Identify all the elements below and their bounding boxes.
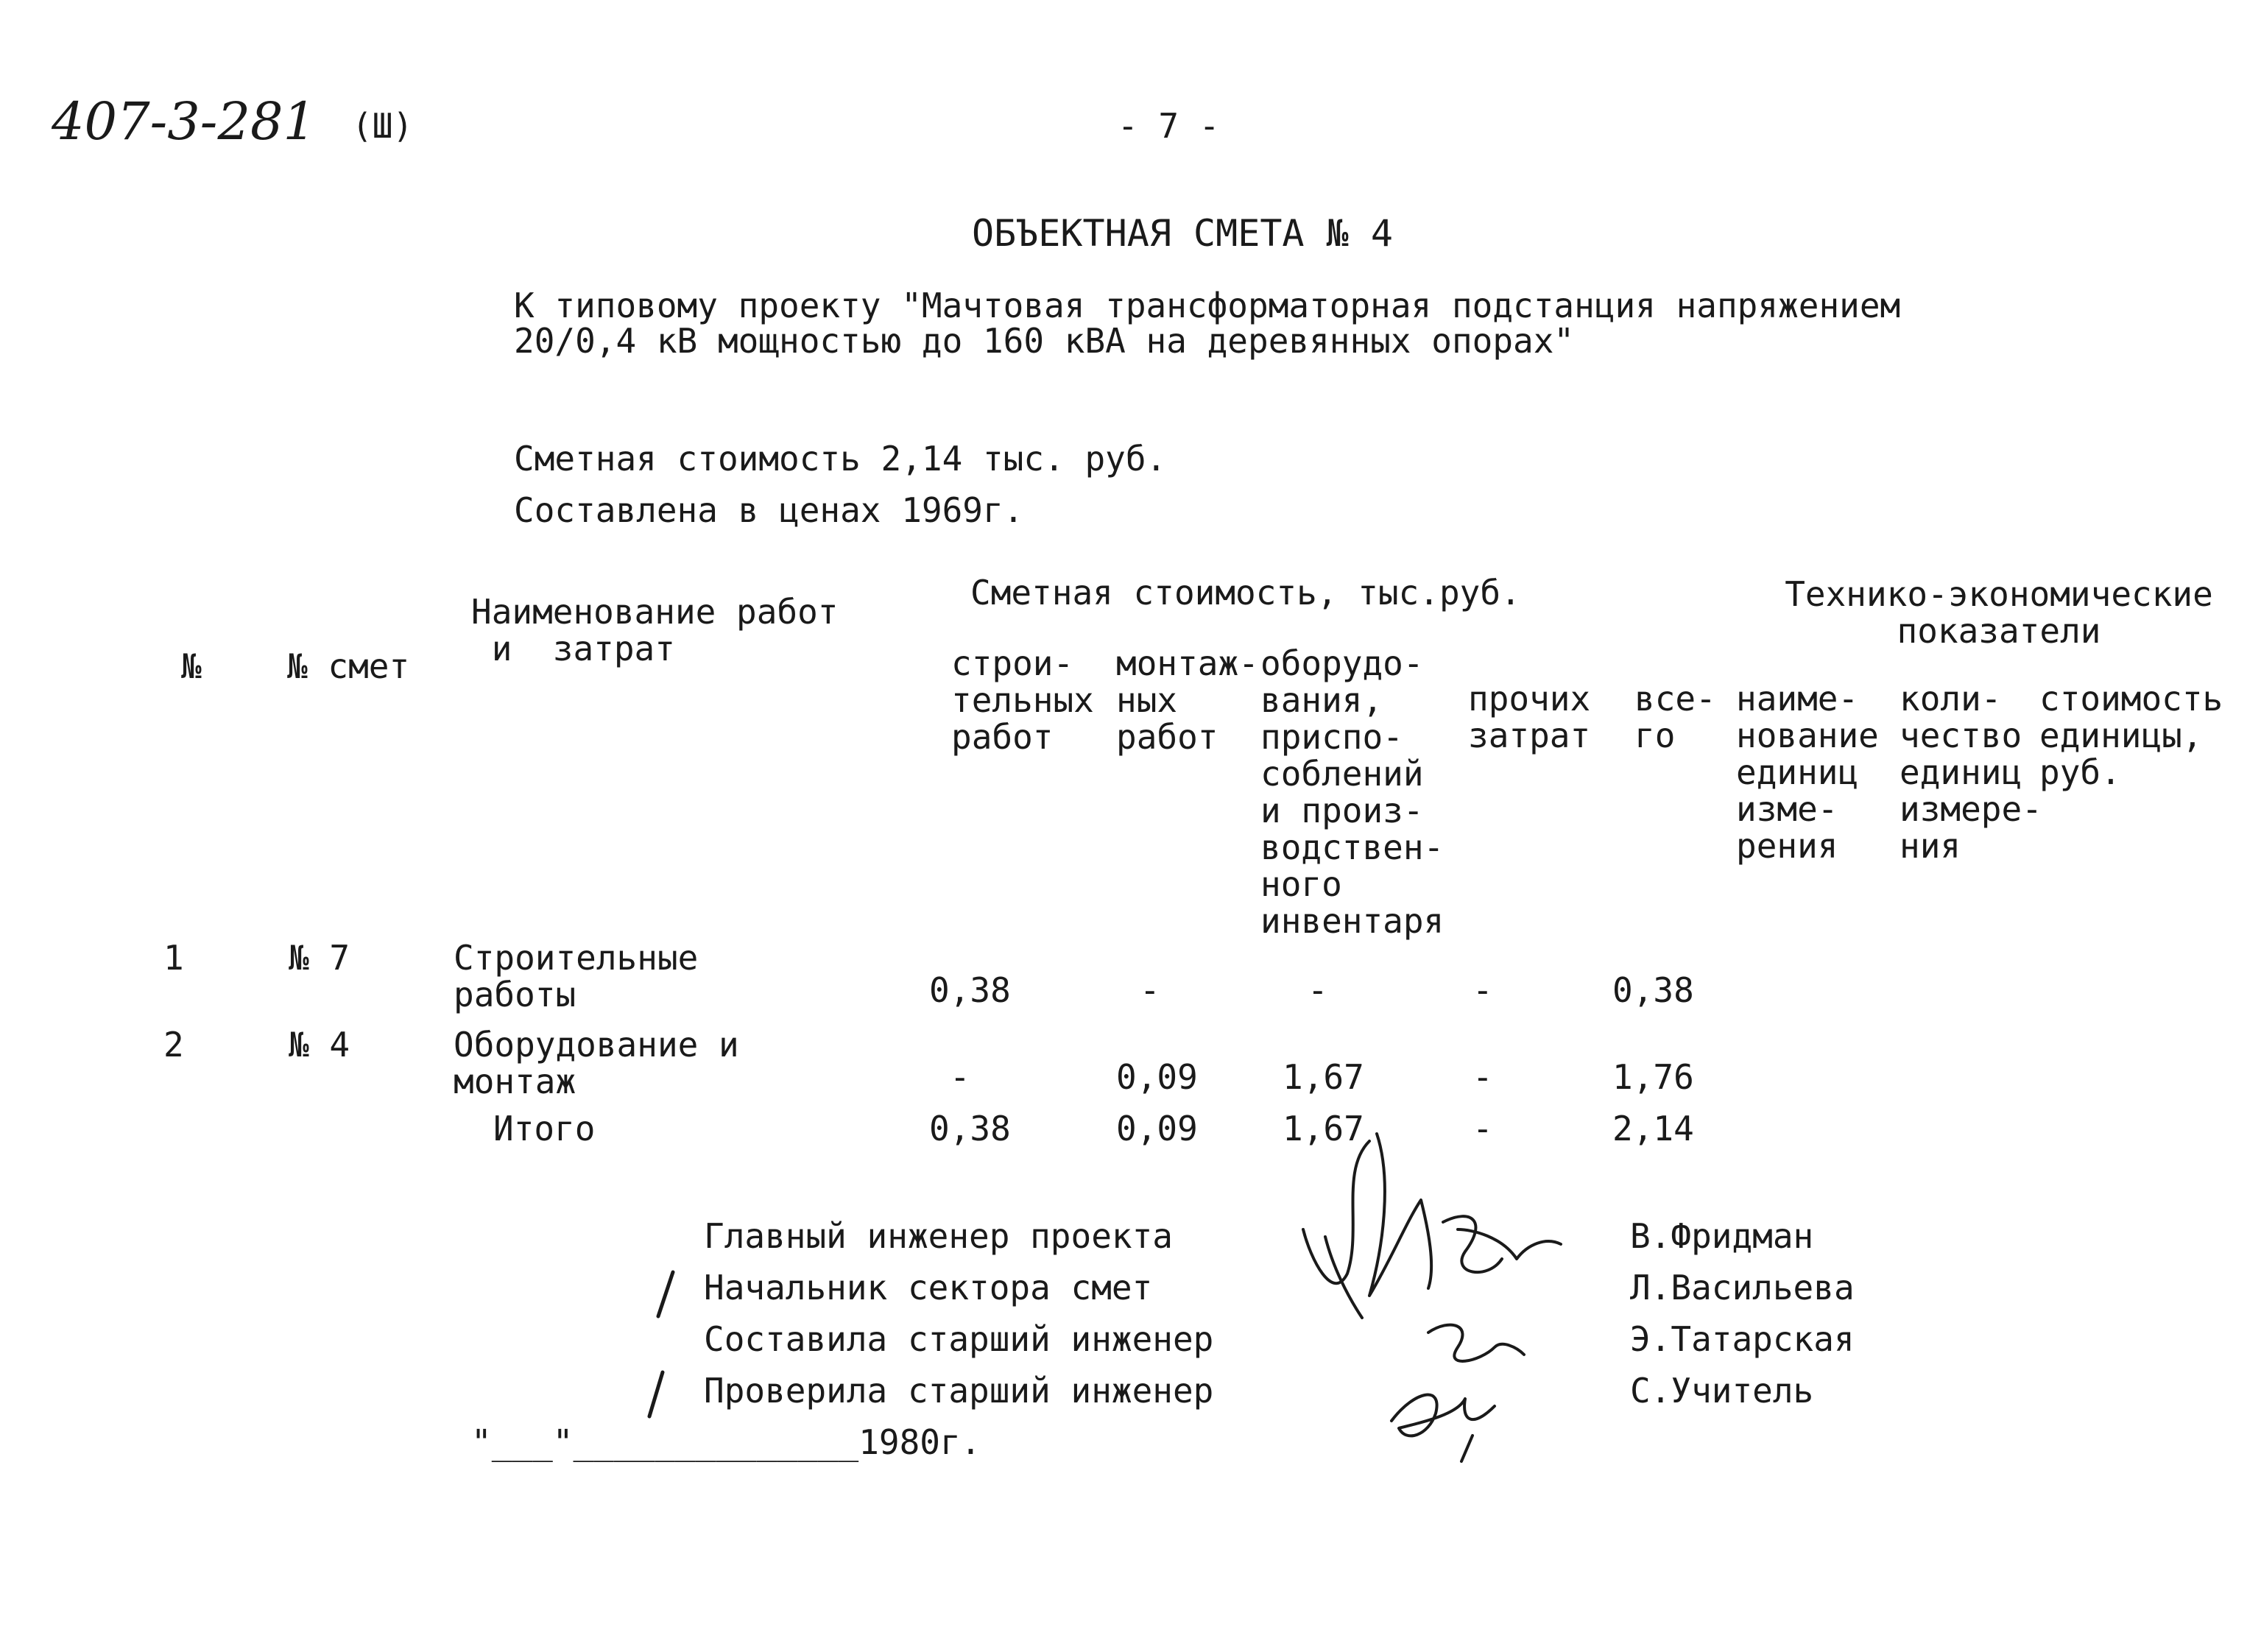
totals-total: 2,14 — [1612, 1109, 1694, 1148]
prices-year: Составлена в ценах 1969г. — [514, 490, 1024, 530]
row-other: - — [1472, 970, 1493, 1010]
row-estimate: № 4 — [289, 1025, 350, 1065]
header-unit-cost: стоимость единицы, руб. — [2039, 679, 2223, 792]
row-name: Оборудование и монтаж — [454, 1025, 739, 1101]
totals-installation: 0,09 — [1116, 1109, 1198, 1148]
row-construction: 0,38 — [929, 970, 1011, 1010]
page-number: - 7 - — [1118, 106, 1220, 146]
row-name: Строительные работы — [454, 938, 699, 1014]
header-construction: строи- тельных работ — [951, 643, 1094, 757]
header-equipment: оборудо- вания, приспо- соблений и произ- водствен- ного инвентаря — [1260, 643, 1445, 941]
row-construction: - — [950, 1057, 970, 1097]
header-other: прочих затрат — [1468, 679, 1591, 755]
project-line-2: 20/0,4 кВ мощностью до 160 кВА на деревянных опорах" — [514, 321, 1575, 361]
signature-position: Проверила старший инженер — [704, 1371, 1214, 1411]
tick-mark-icon — [648, 1265, 692, 1368]
project-line-1: К типовому проекту "Мачтовая трансформаторная подстанция напряжением — [514, 286, 1901, 325]
header-unit-qty: коли- чество единиц измере- ния — [1900, 679, 2042, 866]
header-unit-name: наиме- нование единиц изме- рения — [1736, 679, 1879, 866]
row-no: 2 — [163, 1025, 184, 1065]
row-total: 1,76 — [1612, 1057, 1694, 1097]
handwritten-signatures — [1281, 1109, 1590, 1480]
row-other: - — [1472, 1057, 1493, 1097]
signature-name: В.Фридман — [1630, 1216, 1814, 1256]
signature-position: Главный инженер проекта — [704, 1216, 1173, 1256]
totals-label: Итого — [493, 1109, 596, 1148]
header-no: № — [181, 646, 202, 686]
signature-name: Л.Васильева — [1630, 1268, 1855, 1307]
header-name: Наименование работ и затрат — [471, 592, 839, 668]
row-equipment: 1,67 — [1283, 1057, 1364, 1097]
signature-name: Э.Татарская — [1630, 1319, 1855, 1359]
signature-position: Начальник сектора смет — [704, 1268, 1153, 1307]
row-installation: - — [1140, 970, 1160, 1010]
totals-construction: 0,38 — [929, 1109, 1011, 1148]
header-tech-group: Технико-экономические показатели — [1785, 574, 2213, 651]
totals-other: - — [1472, 1109, 1493, 1148]
row-total: 0,38 — [1612, 970, 1694, 1010]
document-title: ОБЪЕКТНАЯ СМЕТА № 4 — [972, 212, 1393, 255]
document-code: 407-3-281 — [52, 91, 317, 152]
header-installation: монтаж- ных работ — [1116, 643, 1259, 757]
row-no: 1 — [163, 938, 184, 978]
estimate-cost: Сметная стоимость 2,14 тыс. руб. — [514, 439, 1167, 479]
signature-position: Составила старший инженер — [704, 1319, 1214, 1359]
row-estimate: № 7 — [289, 938, 350, 978]
header-cost-group: Сметная стоимость, тыс.руб. — [970, 573, 1521, 613]
header-total: все- го — [1634, 679, 1716, 755]
totals-equipment: 1,67 — [1283, 1109, 1364, 1148]
row-equipment: - — [1308, 970, 1328, 1010]
tick-mark-icon — [633, 1368, 677, 1427]
row-installation: 0,09 — [1116, 1057, 1198, 1097]
volume-mark: (Ш) — [352, 106, 414, 146]
header-estimate-no: № смет — [287, 646, 410, 686]
signature-name: С.Учитель — [1630, 1371, 1814, 1411]
date-line: "___"______________1980г. — [471, 1422, 981, 1462]
